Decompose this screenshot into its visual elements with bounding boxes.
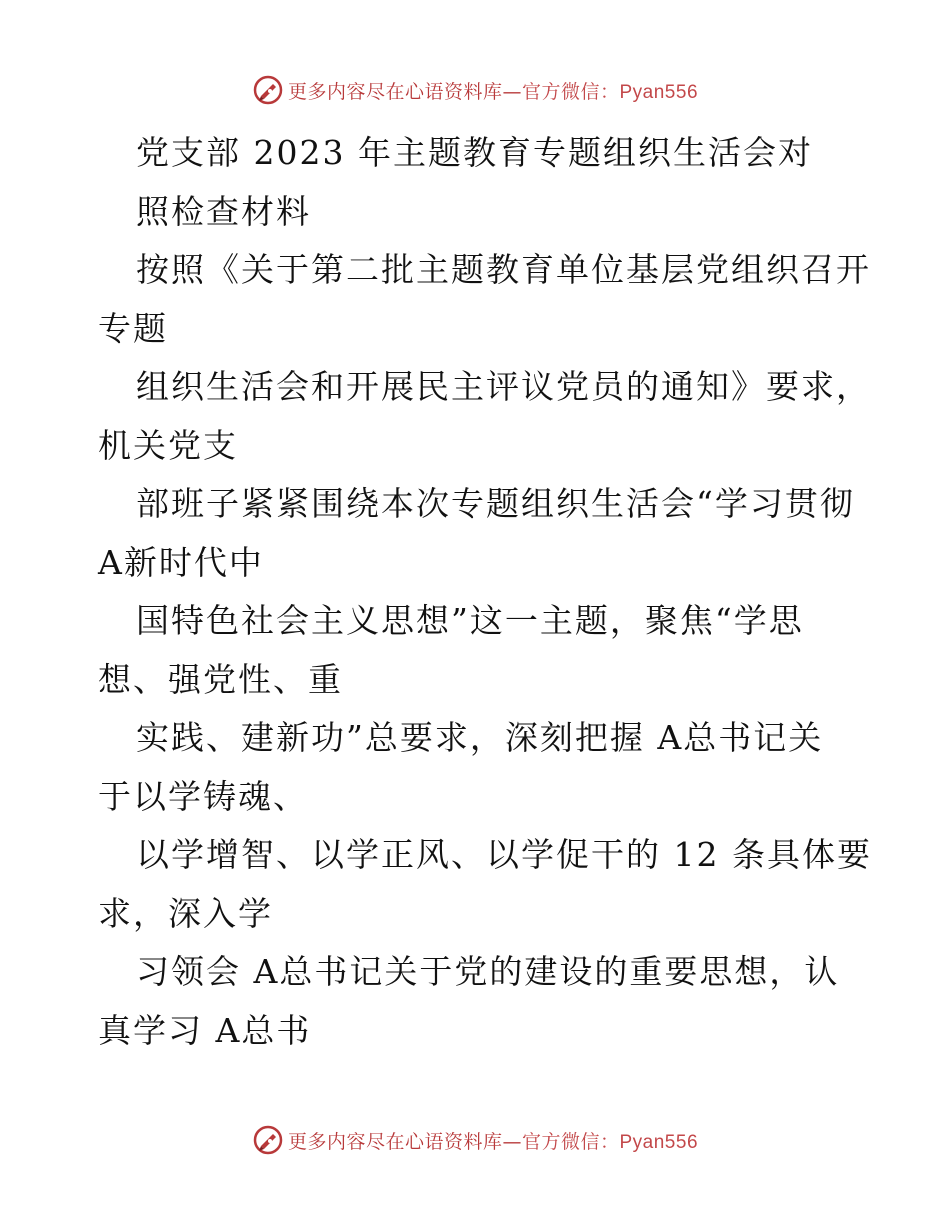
- text-line: 国特色社会主义思想”这一主题，聚焦“学思: [136, 601, 804, 640]
- text-line: 于以学铸魂、: [98, 776, 308, 816]
- banner-contact-text: 官方微信：Pyan556: [522, 81, 699, 103]
- title-line-1: 党支部 2023 年主题教育专题组织生活会对: [136, 133, 813, 172]
- text-line: 以学增智、以学正风、以学促干的 12 条具体要: [136, 835, 872, 874]
- banner-site-text: 更多内容尽在心语资料库: [287, 1130, 503, 1153]
- text-line: 按照《关于第二批主题教育单位基层党组织召开: [136, 250, 871, 289]
- document-body: [98, 124, 878, 1060]
- text-line: 求，深入学: [98, 893, 273, 933]
- banner-dash: —: [502, 80, 522, 103]
- banner-contact-text: 官方微信：Pyan556: [522, 1131, 699, 1153]
- text-line: 部班子紧紧围绕本次专题组织生活会“学习贯彻: [136, 484, 855, 523]
- text-line: 真学习 A总书: [98, 1010, 312, 1050]
- pen-logo-icon: [252, 1124, 284, 1156]
- pen-logo-icon: [252, 74, 284, 106]
- header-banner: [0, 70, 950, 110]
- text-line: 专题: [98, 308, 168, 348]
- title-line-2: 照检查材料: [136, 191, 311, 231]
- text-line: 实践、建新功”总要求，深刻把握 A总书记关: [136, 718, 824, 757]
- text-line: 组织生活会和开展民主评议党员的通知》要求，: [136, 367, 871, 406]
- footer-banner: [0, 1120, 950, 1160]
- banner-label: [288, 77, 698, 104]
- text-line: 习领会 A总书记关于党的建设的重要思想，认: [136, 952, 840, 991]
- text-line: 机关党支: [98, 425, 238, 465]
- text-line: 想、强党性、重: [98, 659, 343, 699]
- text-line: A新时代中: [98, 542, 264, 582]
- banner-dash: —: [502, 1130, 522, 1153]
- banner-site-text: 更多内容尽在心语资料库: [287, 80, 503, 103]
- banner-label: [288, 1127, 698, 1154]
